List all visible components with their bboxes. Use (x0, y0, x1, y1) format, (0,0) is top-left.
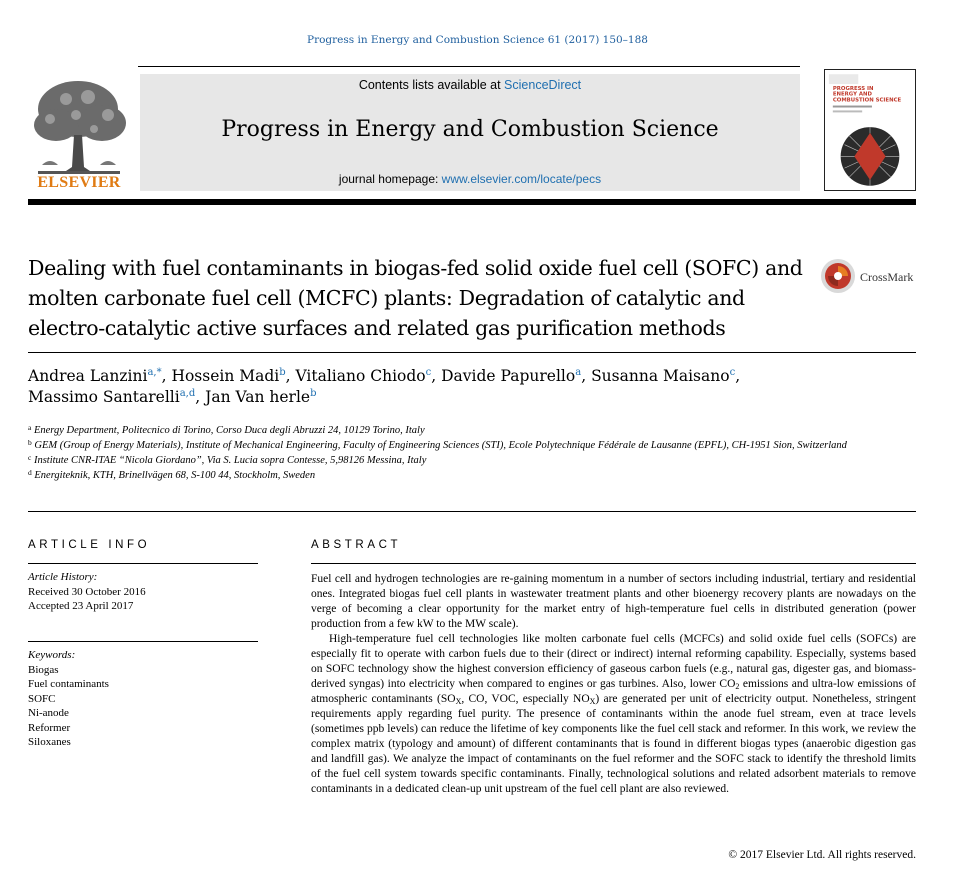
abstract-paragraph: Fuel cell and hydrogen technologies are re-gaining momentum in a number of sectors including industrial, tertiary and residential ones. Integrated biogas fuel cell plants in wastewater treatment plants and other bioenergy recovery plants are nowadays on the verge of becoming a clear opportunity for the market entry of high-temperature fuel cells in distributed generation (power production from a few kW to the MW scale). (311, 573, 916, 630)
abstract-heading: ABSTRACT (311, 539, 402, 551)
homepage-prefix: journal homepage: (338, 172, 442, 186)
author-list: Andrea Lanzini$^{a,*}$, Hossein Madi$^b$, Vitaliano Chiodo$^c$, Davide Papurello$^a$, Susanna Maisano$^c$, Massimo Santarelli$^{a,d}$, Jan Van herle$^b$ (28, 367, 741, 406)
contents-prefix: Contents lists available at (358, 78, 505, 92)
author[interactable]: Andrea Lanzini$^{a,*}$ (28, 367, 162, 385)
article-info-rule (28, 563, 258, 564)
keyword[interactable]: SOFC (28, 692, 56, 705)
author[interactable]: Davide Papurello$^a$ (441, 367, 582, 385)
author[interactable]: Susanna Maisano$^c$ (591, 367, 736, 385)
cover-line-1: PROGRESS IN (832, 85, 874, 92)
cover-line-3: COMBUSTION SCIENCE (832, 97, 902, 104)
journal-title: Progress in Energy and Combustion Science (221, 117, 719, 142)
author[interactable]: Hossein Madi$^b$ (171, 367, 286, 385)
history-label: Article History: (28, 571, 98, 583)
article-history (28, 570, 258, 614)
affiliation: $^d$ Energiteknik, KTH, Brinellvägen 68, S-100 44, Stockholm, Sweden (28, 468, 316, 481)
journal-cover-thumbnail[interactable] (824, 69, 916, 191)
keywords-rule (28, 641, 258, 642)
contents-line (140, 78, 800, 92)
abstract-paragraph: High-temperature fuel cell technologies like molten carbonate fuel cells (MCFCs) and solid oxide fuel cells (SOFCs) are especially fit to operate with carbon fuels due to their (direct or indirect) internal reforming capability. Especially, systems based on SOFC technology show the highest conversion efficiency of gaseous carbon fuels (e.g., natural gas, digester gas, and biomass-derived syngas) into electricity when compared to engines or gas turbines. Also, lower $CO_2$ emissions and ultra-low emissions of atmospheric contaminants ($SO_X$, CO, VOC, especially $NO_X$) are generated per unit of electricity output. Nonetheless, stringent requirements apply regarding fuel purity. The presence of contaminants within the anode fuel stream, even at trace levels (sometimes ppb levels) can reduce the lifetime of key components like the fuel cell stack and reformer. In this work, we review the complex matrix (typology and amount) of different contaminants that is found in different biogas types (anaerobic digestion gas and landfill gas). We analyze the impact of contaminants on the fuel reformer and the SOFC stack to identify the threshold limits of the fuel cell system towards specific contaminants. Finally, technological solutions and related adsorbent materials to remove contaminants in a dedicated clean-up unit upstream of the fuel cell plant are also reviewed. (311, 633, 916, 795)
affiliations-divider (28, 511, 916, 512)
masthead-top-rule (138, 66, 800, 67)
keyword[interactable]: Reformer (28, 721, 71, 734)
affiliations (28, 423, 916, 483)
author[interactable]: Massimo Santarelli$^{a,d}$ (28, 388, 196, 406)
keywords-label: Keywords: (28, 649, 76, 661)
journal-reference[interactable]: Progress in Energy and Combustion Science 61 (2017) 150–188 (307, 34, 648, 46)
elsevier-wordmark: ELSEVIER (37, 174, 121, 191)
crossmark-label[interactable]: CrossMark (860, 270, 914, 284)
crossmark-icon[interactable] (820, 258, 856, 294)
author[interactable]: Vitaliano Chiodo$^c$ (295, 367, 432, 385)
keywords-block (28, 648, 258, 750)
affiliation: $^c$ Institute CNR-ITAE “Nicola Giordano”, Via S. Lucia sopra Contesse, 5,98126 Messina, Italy (28, 453, 427, 466)
keyword[interactable]: Biogas (28, 663, 59, 676)
title-divider (28, 352, 916, 353)
affiliation: $^a$ Energy Department, Politecnico di Torino, Corso Duca degli Abruzzi 24, 10129 Torino, Italy (28, 423, 425, 436)
article-title: Dealing with fuel contaminants in biogas-fed solid oxide fuel cell (SOFC) and molten carbonate fuel cell (MCFC) plants: Degradation of catalytic and electro-catalytic active surfaces and related gas purification methods (28, 256, 803, 340)
header-thick-rule (28, 199, 916, 205)
abstract-body (311, 572, 916, 797)
abstract-rule (311, 563, 916, 564)
keyword[interactable]: Siloxanes (28, 736, 71, 748)
cover-line-2: ENERGY AND (832, 91, 872, 98)
homepage-link[interactable]: www.elsevier.com/locate/pecs (441, 172, 602, 186)
author[interactable]: Jan Van herle$^b$ (205, 388, 317, 406)
accepted-date: Accepted 23 April 2017 (28, 600, 134, 612)
homepage-line (140, 172, 800, 186)
affiliation: $^b$ GEM (Group of Energy Materials), Institute of Mechanical Engineering, Faculty of Engineering Sciences (STI), Ecole Polytechnique Fédérale de Lausanne (EPFL), CH-1951 Sion, Switzerland (28, 438, 847, 451)
received-date: Received 30 October 2016 (28, 585, 146, 598)
copyright-notice: © 2017 Elsevier Ltd. All rights reserved. (728, 849, 916, 861)
sciencedirect-link[interactable]: ScienceDirect (504, 78, 582, 92)
article-info-heading: ARTICLE INFO (28, 539, 151, 551)
keyword[interactable]: Ni-anode (28, 707, 69, 719)
keyword[interactable]: Fuel contaminants (28, 678, 109, 690)
